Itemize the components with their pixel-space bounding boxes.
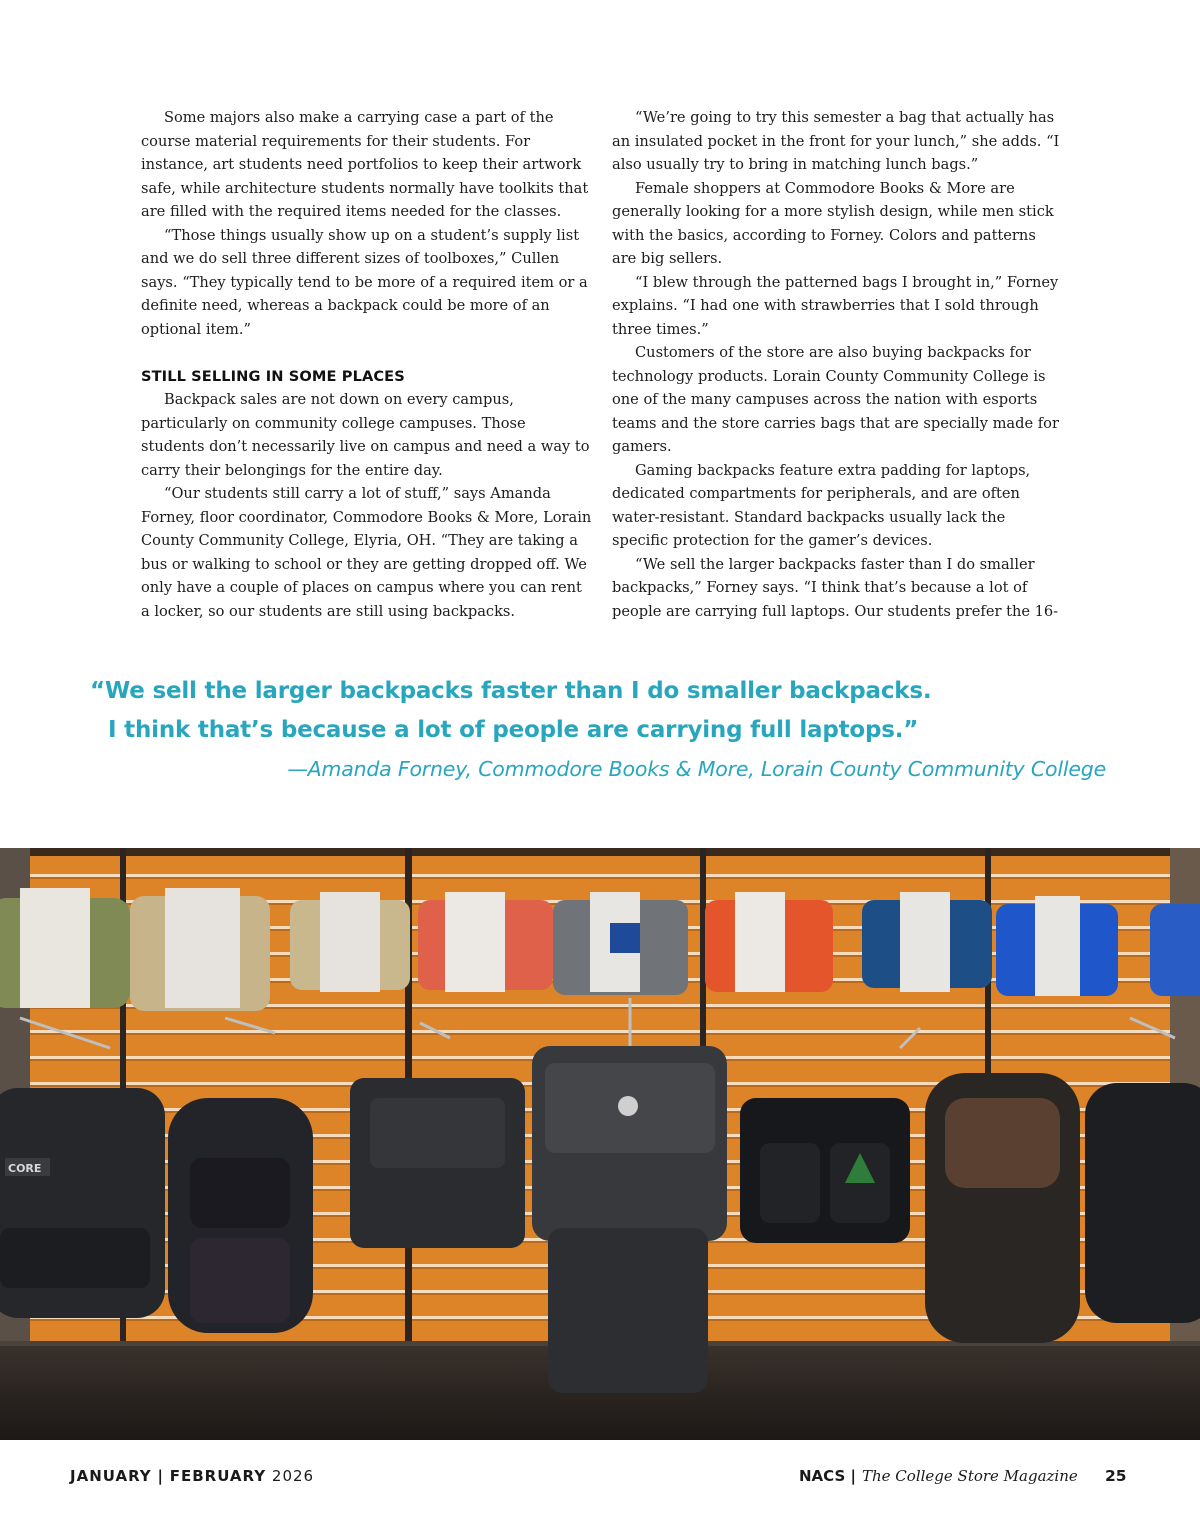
issue-date bbox=[70, 1467, 314, 1485]
paragraph: Some majors also make a carrying case a part of the course material requirements for their students. For instance, art students need portfolios to keep their artwork safe, while architecture students normally have toolkits that are filled with the required items needed for the classes. bbox=[141, 109, 589, 220]
paragraph: Customers of the store are also buying backpacks for technology products. Lorain County Community College is one of the many campuses across the nation with esports teams and the store carries bags that are specially made for gamers. bbox=[612, 344, 1059, 455]
paragraph: Backpack sales are not down on every campus, particularly on community college campuses. Those students don’t necessarily live on campus and need a way to carry their belongings for the entire day. bbox=[141, 391, 590, 479]
page-footer bbox=[0, 1467, 1200, 1491]
article-left-column bbox=[141, 106, 593, 623]
paragraph: “We’re going to try this semester a bag that actually has an insulated pocket in the front for your lunch,” she adds. “I also usually try to bring in matching lunch bags.” bbox=[612, 109, 1060, 173]
backpack-black bbox=[1085, 1083, 1200, 1323]
publisher-name: NACS | bbox=[799, 1467, 856, 1485]
issue-month-2: FEBRUARY bbox=[169, 1467, 267, 1485]
page-number: 25 bbox=[1105, 1467, 1127, 1485]
paragraph: “We sell the larger backpacks faster than I do smaller backpacks,” Forney says. “I think that’s because a lot of people are carrying full laptops. Our students prefer the 16- bbox=[612, 555, 1059, 620]
paragraph: Gaming backpacks feature extra padding for laptops, dedicated compartments for peripherals, and are often water-resistant. Standard backpacks usually lack the specific protection for the gamer’s devices. bbox=[612, 461, 1031, 549]
pull-quote bbox=[90, 672, 1120, 788]
messenger-bag-lower bbox=[548, 1228, 708, 1393]
paragraph: Female shoppers at Commodore Books & More are generally looking for a more stylish design, while men stick with the basics, according to Forney. Colors and patterns are big sellers. bbox=[612, 179, 1054, 267]
pull-quote-attribution: —Amanda Forney, Commodore Books & More, Lorain County Community College bbox=[287, 757, 1106, 781]
backpack-display-photo bbox=[0, 848, 1200, 1440]
backpack-brand-label: CORE bbox=[8, 1162, 42, 1175]
issue-separator: | bbox=[157, 1467, 164, 1485]
laptop-sleeves bbox=[0, 888, 1200, 1011]
paragraph: “Those things usually show up on a student’s supply list and we do sell three different sizes of toolboxes,” Cullen says. “They typically tend to be more of a required item or a definite need, whereas a backpack could be more of an optional item.” bbox=[141, 226, 588, 338]
paragraph: “Our students still carry a lot of stuff,” says Amanda Forney, floor coordinator, Commodore Books & More, Lorain County Community College, Elyria, OH. “They are taking a bus or walking to school or they are getting dropped off. We only have a couple of places on campus where you can rent a locker, so our students are still using backpacks. bbox=[141, 485, 592, 620]
issue-year: 2026 bbox=[271, 1467, 315, 1485]
laptop-sleeve-blue bbox=[1150, 904, 1200, 996]
pull-quote-line-2: I think that’s because a lot of people are carrying full laptops.” bbox=[108, 717, 919, 743]
issue-month-1: JANUARY bbox=[70, 1467, 152, 1485]
section-heading: STILL SELLING IN SOME PLACES bbox=[141, 367, 405, 385]
paragraph: “I blew through the patterned bags I brought in,” Forney explains. “I had one with strawberries that I sold through three times.” bbox=[612, 273, 1059, 338]
magazine-title: The College Store Magazine bbox=[862, 1467, 1078, 1485]
article-right-column bbox=[612, 106, 1064, 623]
backpack-display-illustration bbox=[0, 848, 1200, 1440]
pull-quote-line-1: “We sell the larger backpacks faster than I do smaller backpacks. bbox=[90, 678, 932, 704]
